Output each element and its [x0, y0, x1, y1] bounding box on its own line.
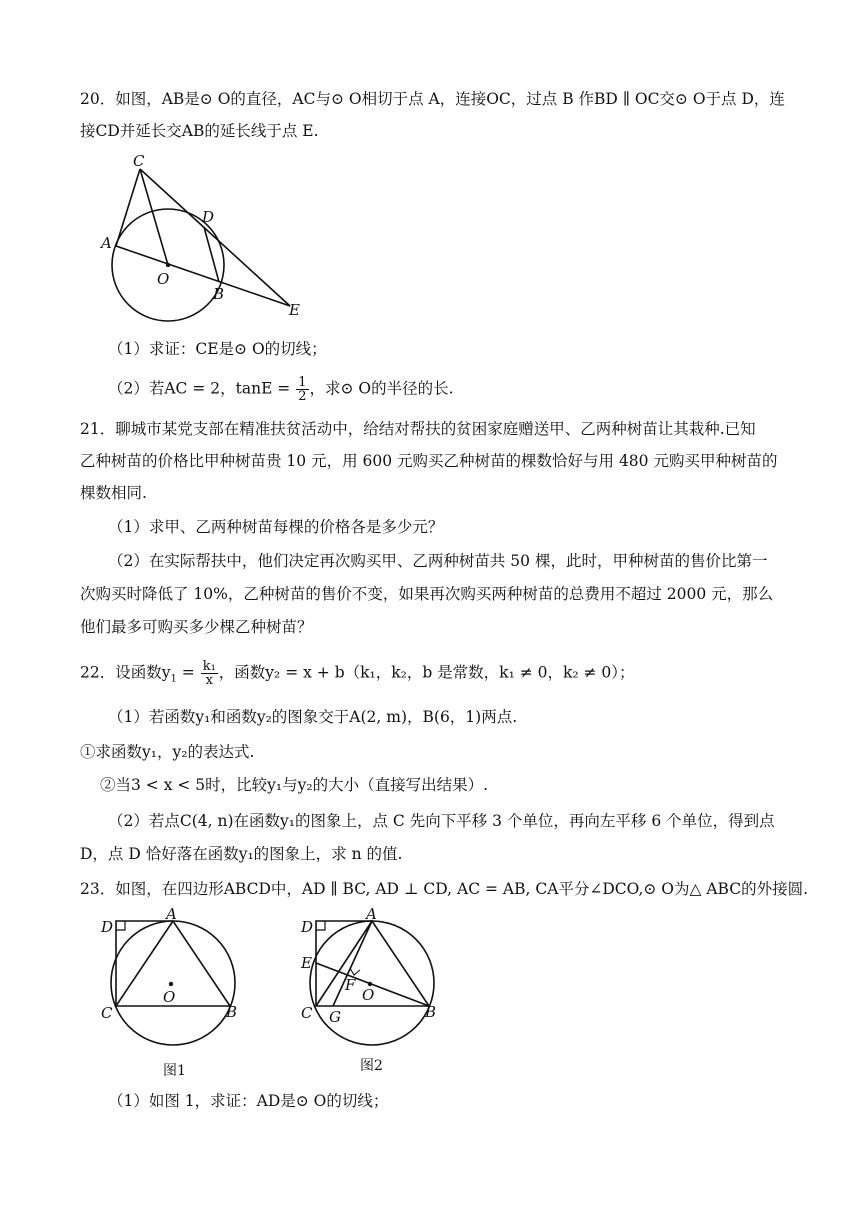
- q22-fraction-denominator: x: [205, 673, 213, 688]
- q22-sub2: ②当3 < x < 5时，比较y₁与y₂的大小（直接写出结果）.: [100, 776, 489, 794]
- q20-label-b: B: [213, 285, 225, 303]
- fig2-right-angle-f: [350, 968, 360, 975]
- q22-fraction-numerator: k₁: [202, 659, 216, 674]
- q20-fraction-denominator: 2: [298, 389, 307, 404]
- fig2-label-g: G: [329, 1008, 341, 1026]
- fig1-label-b: B: [226, 1003, 238, 1021]
- q20-figure: [90, 150, 320, 325]
- fig2-label-d: D: [301, 918, 314, 936]
- q20-part2-fraction: [296, 376, 308, 403]
- fig1-right-angle: [116, 921, 125, 930]
- q20-part2-text-b: ，求⊙ O的半径的长.: [309, 379, 454, 398]
- q23-figure2: [292, 905, 452, 1085]
- q20-stem-line2: 接CD并延长交AB的延长线于点 E.: [80, 122, 319, 140]
- q22-sub1: ①求函数y₁，y₂的表达式.: [80, 743, 255, 761]
- fig2-label-b: B: [425, 1003, 437, 1021]
- q20-label-a: A: [101, 234, 112, 252]
- q22-stem-subscript: 1: [170, 673, 177, 685]
- q20-fraction-numerator: 1: [298, 375, 307, 390]
- q20-label-d: D: [202, 208, 215, 226]
- q21-stem-line3: 棵数相同.: [80, 484, 147, 502]
- q21-part2-line3: 他们最多可购买多少棵乙种树苗？: [80, 618, 313, 636]
- q22-stem-text-b: ，函数y₂ = x + b（k₁，k₂，b 是常数，k₁ ≠ 0，k₂ ≠ 0）；: [218, 663, 635, 682]
- fig2-right-angle-d: [316, 921, 325, 930]
- fig1-label-d: D: [101, 918, 114, 936]
- q22-part2-line2: D，点 D 恰好落在函数y₁的图象上，求 n 的值.: [80, 845, 403, 863]
- q23-part1: （1）如图 1，求证：AD是⊙ O的切线；: [108, 1092, 389, 1110]
- q20-label-e: E: [289, 301, 300, 319]
- fig2-label-a: A: [366, 905, 377, 923]
- q20-part2-text-a: （2）若AC = 2，tanE =: [108, 379, 296, 398]
- fig2-circle-o: [310, 921, 437, 1045]
- fig1-label-o: O: [163, 988, 176, 1006]
- q20-point-o: [166, 263, 170, 267]
- fig2-label-c: C: [301, 1004, 313, 1022]
- fig1-point-o: [169, 982, 173, 986]
- fig2-caption: 图2: [360, 1058, 383, 1074]
- q21-stem-line2: 乙种树苗的价格比甲种树苗贵 10 元，用 600 元购买乙种树苗的棵数恰好与用 480 元购买甲种树苗的: [80, 452, 778, 470]
- q21-part1: （1）求甲、乙两种树苗每棵的价格各是多少元？: [108, 518, 444, 536]
- q22-stem: [80, 660, 635, 691]
- q21-part2-line1: （2）在实际帮扶中，他们决定再次购买甲、乙两种树苗共 50 棵，此时，甲种树苗的售价比第一: [108, 552, 768, 570]
- q20-label-c: C: [133, 152, 145, 170]
- fig2-label-f: F: [345, 976, 356, 994]
- q20-line-ca: [116, 169, 140, 246]
- q23-stem: 23．如图，在四边形ABCD中，AD ∥ BC, AD ⊥ CD, AC = AB, CA平分∠DCO,⊙ O为△ ABC的外接圆.: [80, 880, 809, 898]
- q22-part1: （1）若函数y₁和函数y₂的图象交于A(2, m)，B(6，1)两点.: [108, 708, 518, 726]
- fig1-circle-o: [111, 921, 238, 1045]
- q21-part2-line2: 次购买时降低了 10%，乙种树苗的售价不变，如果再次购买两种树苗的总费用不超过 2000 元，那么: [80, 585, 774, 603]
- fig1-caption: 图1: [163, 1063, 186, 1079]
- q22-stem-equals: =: [176, 663, 200, 682]
- q23-figure1: [95, 905, 255, 1085]
- q22-stem-text-a: 22．设函数y: [80, 663, 171, 682]
- fig1-label-c: C: [101, 1004, 113, 1022]
- q22-part2-line1: （2）若点C(4, n)在函数y₁的图象上，点 C 先向下平移 3 个单位，再向左平移 6 个单位，得到点: [108, 812, 775, 830]
- q20-part1: （1）求证：CE是⊙ O的切线；: [108, 340, 327, 358]
- q20-part2: [108, 376, 454, 403]
- q22-fraction: [201, 660, 218, 687]
- fig2-label-o: O: [362, 986, 375, 1004]
- q20-line-ae: [116, 246, 290, 306]
- q20-stem-line1: 20．如图，AB是⊙ O的直径，AC与⊙ O相切于点 A，连接OC，过点 B 作BD ∥ OC交⊙ O于点 D，连: [80, 90, 785, 108]
- q21-stem-line1: 21．聊城市某党支部在精准扶贫活动中，给结对帮扶的贫困家庭赠送甲、乙两种树苗让其栽种.已知: [80, 420, 756, 438]
- q20-line-co: [140, 169, 168, 265]
- q20-label-o: O: [157, 270, 170, 288]
- fig1-label-a: A: [166, 905, 177, 923]
- fig2-label-e: E: [301, 954, 312, 972]
